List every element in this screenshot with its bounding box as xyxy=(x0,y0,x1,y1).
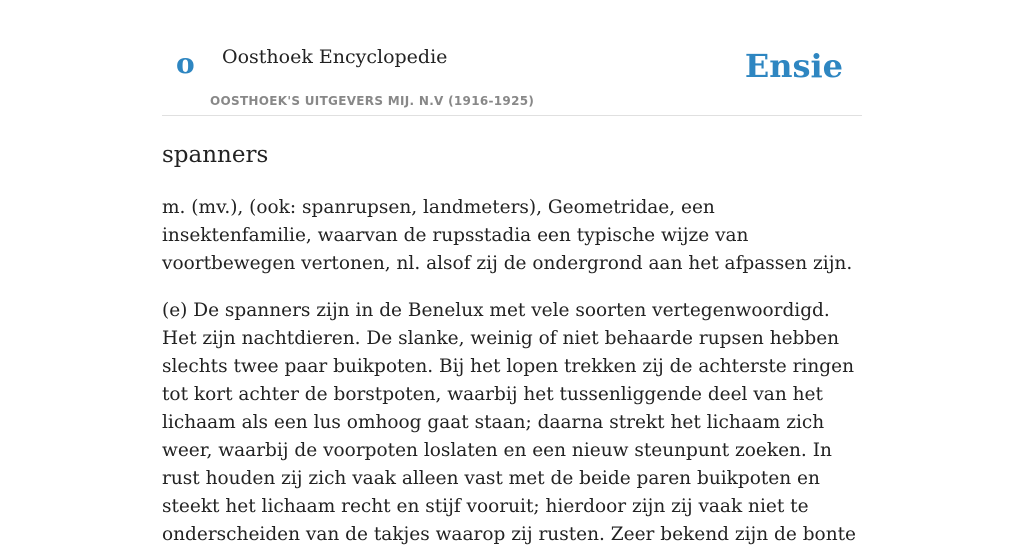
source-header xyxy=(162,0,862,116)
entry-title: spanners xyxy=(162,142,269,168)
source-title-link[interactable]: Oosthoek Encyclopedie xyxy=(222,46,448,68)
source-logo-letter[interactable]: o xyxy=(176,47,195,80)
page xyxy=(162,0,862,545)
entry-paragraph: (e) De spanners zijn in de Benelux met vele soorten vertegenwoordigd. Het zijn nachtdieren. De slanke, weinig of niet behaarde rupsen hebben slechts twee paar buikpoten. Bij het lopen trekken zij de achterste ringen tot kort achter de borstpoten, waarbij het tussenliggende deel van het lichaam als een lus omhoog gaat staan; daarna strekt het lichaam zich weer, waarbij de voorpoten loslaten en een nieuw steunpunt zoeken. In rust houden zij zich vaak alleen vast met de beide paren buikpoten en steekt het lichaam recht en stijf vooruit; hierdoor zijn zij vaak niet te onderscheiden van de takjes waarop zij rusten. Zeer bekend zijn de bonte xyxy=(162,299,856,545)
entry-definition: m. (mv.), (ook: spanrupsen, landmeters), Geometridae, een insektenfamilie, waarvan de rupsstadia een typische wijze van voortbewegen vertonen, nl. alsof zij de ondergrond aan het afpassen zijn. xyxy=(162,196,853,274)
ensie-logo-link[interactable]: Ensie xyxy=(744,47,843,85)
source-publisher: OOSTHOEK'S UITGEVERS MIJ. N.V (1916-1925) xyxy=(210,94,535,108)
